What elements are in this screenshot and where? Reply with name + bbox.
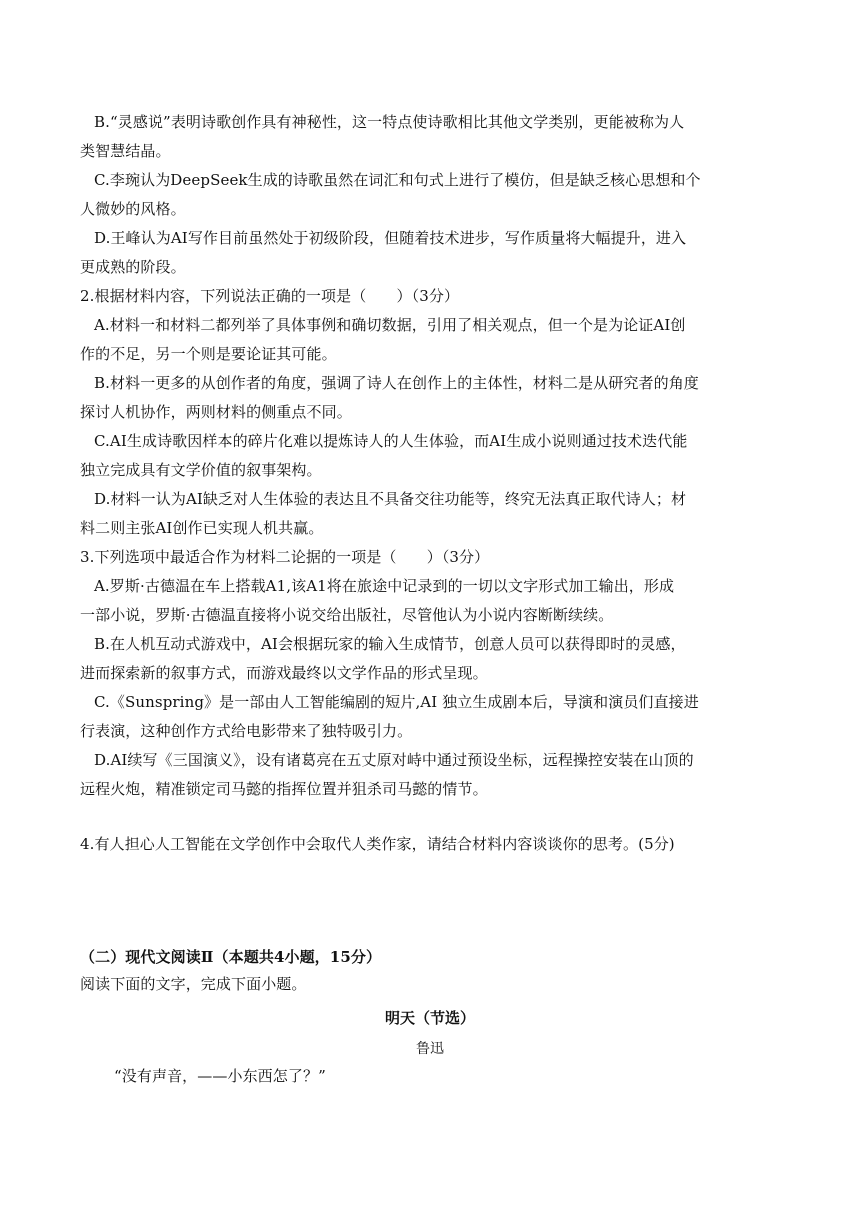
q2-option-a-line2: 作的不足，另一个则是要论证其可能。 — [80, 345, 337, 363]
q3-option-d-line1: D.AI续写《三国演义》，设有诸葛亮在五丈原对峙中通过预设坐标，远程操控安装在山顶的 — [94, 751, 694, 769]
q1-option-b-line1: B.“灵感说”表明诗歌创作具有神秘性，这一特点使诗歌相比其他文学类别，更能被称为人 — [94, 113, 685, 131]
q2-option-c-line1: C.AI生成诗歌因样本的碎片化难以提炼诗人的人生体验，而AI生成小说则通过技术迭代能 — [94, 432, 688, 450]
q2-option-c-line2: 独立完成具有文学价值的叙事架构。 — [80, 461, 322, 479]
q3-option-a-line1: A.罗斯·古德温在车上搭载A1,该A1将在旅途中记录到的一切以文字形式加工输出，形成 — [94, 577, 675, 595]
section-heading: （二）现代文阅读Ⅱ（本题共4小题，15分） — [80, 948, 382, 966]
q3-option-c-line1: C.《Sunspring》是一部由人工智能编剧的短片,AI 独立生成剧本后，导演和演员们直接进 — [94, 693, 699, 711]
q2-option-a-line1: A.材料一和材料二都列举了具体事例和确切数据，引用了相关观点，但一个是为论证AI创 — [94, 316, 686, 334]
q2-option-d-line1: D.材料一认为AI缺乏对人生体验的表达且不具备交往功能等，终究无法真正取代诗人；材 — [94, 490, 687, 508]
q1-option-d-line1: D.王峰认为AI写作目前虽然处于初级阶段，但随着技术进步，写作质量将大幅提升，进入 — [94, 229, 687, 247]
passage-first-line: “没有声音，——小东西怎了？” — [114, 1067, 326, 1085]
q3-option-d-line2: 远程火炮，精准锁定司马懿的指挥位置并狙杀司马懿的情节。 — [80, 780, 488, 798]
q3-option-c-line2: 行表演，这种创作方式给电影带来了独特吸引力。 — [80, 722, 413, 740]
q4-stem: 4.有人担心人工智能在文学创作中会取代人类作家，请结合材料内容谈谈你的思考。(5分) — [80, 835, 675, 853]
passage-title: 明天（节选） — [384, 1009, 475, 1027]
q2-stem: 2.根据材料内容，下列说法正确的一项是（ ）（3分） — [80, 287, 460, 305]
q3-stem: 3.下列选项中最适合作为材料二论据的一项是（ ）（3分） — [80, 548, 490, 566]
q2-option-b-line2: 探讨人机协作，两则材料的侧重点不同。 — [80, 403, 352, 421]
section-instruction: 阅读下面的文字，完成下面小题。 — [80, 975, 307, 993]
q1-option-d-line2: 更成熟的阶段。 — [80, 258, 186, 276]
q3-option-b-line1: B.在人机互动式游戏中，AI会根据玩家的输入生成情节，创意人员可以获得即时的灵感， — [94, 635, 686, 653]
q2-option-b-line1: B.材料一更多的从创作者的角度，强调了诗人在创作上的主体性，材料二是从研究者的角度 — [94, 374, 699, 392]
passage-author: 鲁迅 — [416, 1041, 444, 1057]
q1-option-c-line2: 人微妙的风格。 — [80, 200, 186, 218]
q1-option-c-line1: C.李琬认为DeepSeek生成的诗歌虽然在词汇和句式上进行了模仿，但是缺乏核心思想和个 — [94, 171, 701, 189]
q1-option-b-line2: 类智慧结晶。 — [80, 142, 171, 160]
q3-option-a-line2: 一部小说，罗斯·古德温直接将小说交给出版社，尽管他认为小说内容断断续续。 — [80, 606, 614, 624]
q3-option-b-line2: 进而探索新的叙事方式，而游戏最终以文学作品的形式呈现。 — [80, 664, 488, 682]
q2-option-d-line2: 料二则主张AI创作已实现人机共赢。 — [80, 519, 324, 537]
